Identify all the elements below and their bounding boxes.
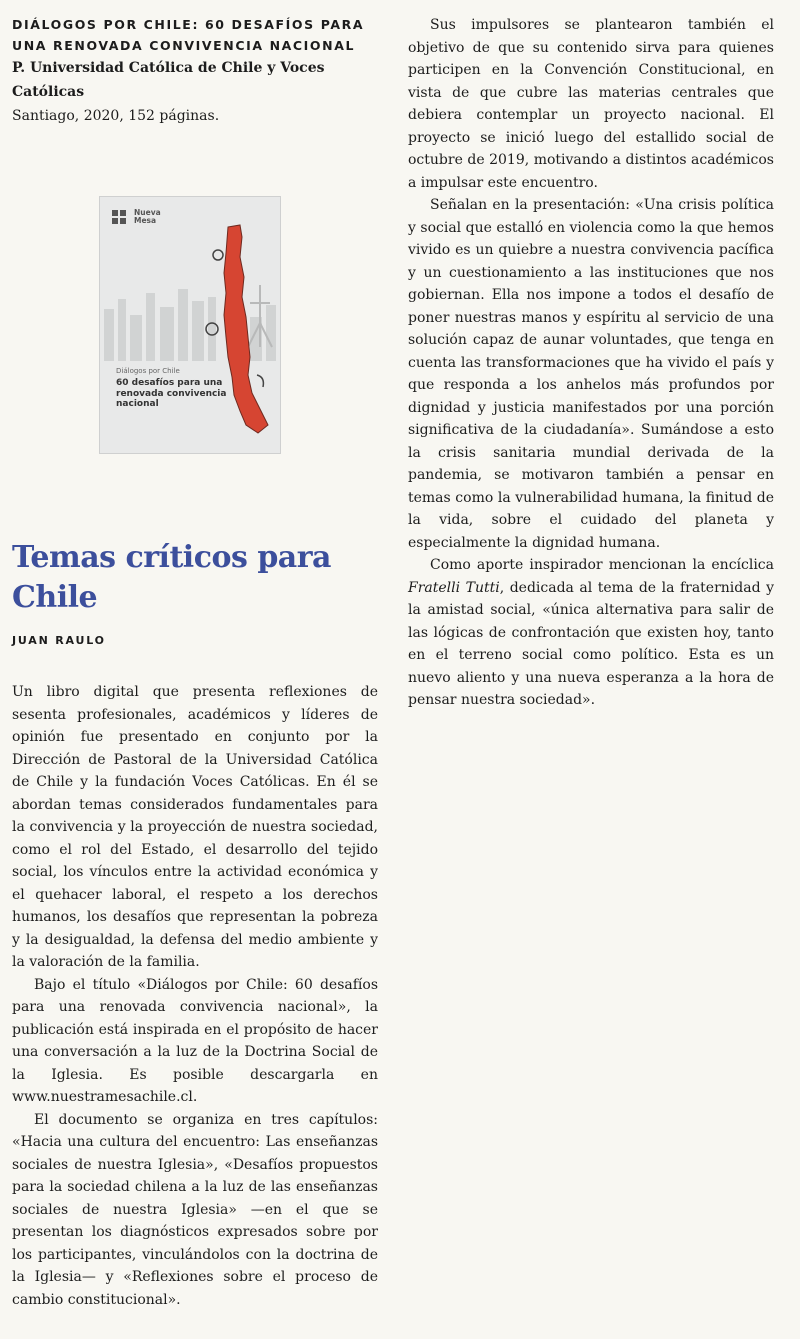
book-cover [99, 196, 281, 454]
article-body-left [12, 681, 378, 1308]
article-paragraph: Señalan en la presentación: «Una crisis política y social que estalló en violencia como la que hemos vivido es un quiebre a nuestra convivencia pacífica y un cuestionamiento a las instituciones que nos gobiernan. Ella nos impone a todos el desafío de poner nuestras manos y espíritu al servicio de una solución capaz de aunar voluntades, que tenga en cuenta las transformaciones que ha vivido el país y que responda a los anhelos más profundos por dignidad y justicia manifestados por una porción significativa de la ciudadanía». Sumándose a esto la crisis sanitaria mundial derivada de la pandemia, se motivaron también a pensar en temas como la vulnerabilidad humana, la finitud de la vida, sobre el cuidado del planeta y especialmente la dignidad humana. [408, 197, 774, 551]
article-paragraph-final: Como aporte inspirador mencionan la encíclica Fratelli Tutti, dedicada al tema de la fraternidad y la amistad social, «única alternativa para salir de las lógicas de confrontación que existen hoy, tanto en el terreno social como político. Esta es un nuevo aliento y una nueva esperanza a la hora de pensar nuestra sociedad». [408, 557, 774, 708]
article-body-right [408, 14, 774, 712]
article-author: JUAN RAULO [12, 634, 106, 647]
logo-icon [112, 210, 126, 224]
book-publisher: P. Universidad Católica de Chile y Voces Católicas [12, 60, 325, 100]
book-details: Santiago, 2020, 152 páginas. [12, 108, 220, 124]
article-paragraph: El documento se organiza en tres capítulos: «Hacia una cultura del encuentro: Las enseñanzas sociales de nuestra Iglesia», «Desafíos propuestos para la sociedad chilena a la luz de las enseñanzas sociales de nuestra Iglesia» —en el que se presentan los diagnósticos expresados sobre por los participantes, vinculándolos con la doctrina de la Iglesia— y «Reflexiones sobre el proceso de cambio constitucional». [12, 1111, 378, 1308]
cover-illustration [100, 197, 282, 455]
cover-subtitle: Diálogos por Chile [116, 367, 180, 375]
skyline-illustration [104, 289, 276, 361]
article-paragraph: Bajo el título «Diálogos por Chile: 60 desafíos para una renovada convivencia nacional», la publicación está inspirada en el propósito de hacer una conversación a la luz de la Doctrina Social de la Iglesia. Es posible descargarla en www.nuestramesachile.cl. [12, 976, 378, 1105]
cover-title: 60 desafíos para una renovada convivencia nacional [116, 378, 227, 409]
book-info [12, 14, 378, 128]
article-paragraph: Sus impulsores se plantearon también el objetivo de que su contenido sirva para quienes participen en la Convención Constitucional, en vista de que cubre las materias centrales que debiera contemplar un proyecto nacional. El proyecto se inició luego del estallido social de octubre de 2019, motivando a distintos académicos a impulsar este encuentro. [408, 17, 774, 191]
book-title: DIÁLOGOS POR CHILE: 60 DESAFÍOS PARA UNA RENOVADA CONVIVENCIA NACIONAL [12, 17, 365, 53]
article-paragraph: Un libro digital que presenta reflexiones de sesenta profesionales, académicos y líderes de opinión fue presentado en conjunto por la Dirección de Pastoral de la Universidad Católica de Chile y la fundación Voces Católicas. En él se abordan temas considerados fundamentales para la convivencia y la proyección de nuestra sociedad, como el rol del Estado, el desarrollo del tejido social, los vínculos entre la actividad económica y el quehacer laboral, el respeto a los derechos humanos, los desafíos que representan la pobreza y la desigualdad, la defensa del medio ambiente y la valoración de la familia. [12, 684, 378, 970]
article-headline: Temas críticos para Chile [12, 540, 331, 615]
cover-logo-text: Nueva Mesa [134, 208, 161, 225]
encyclical-title: Fratelli Tutti [408, 579, 500, 596]
